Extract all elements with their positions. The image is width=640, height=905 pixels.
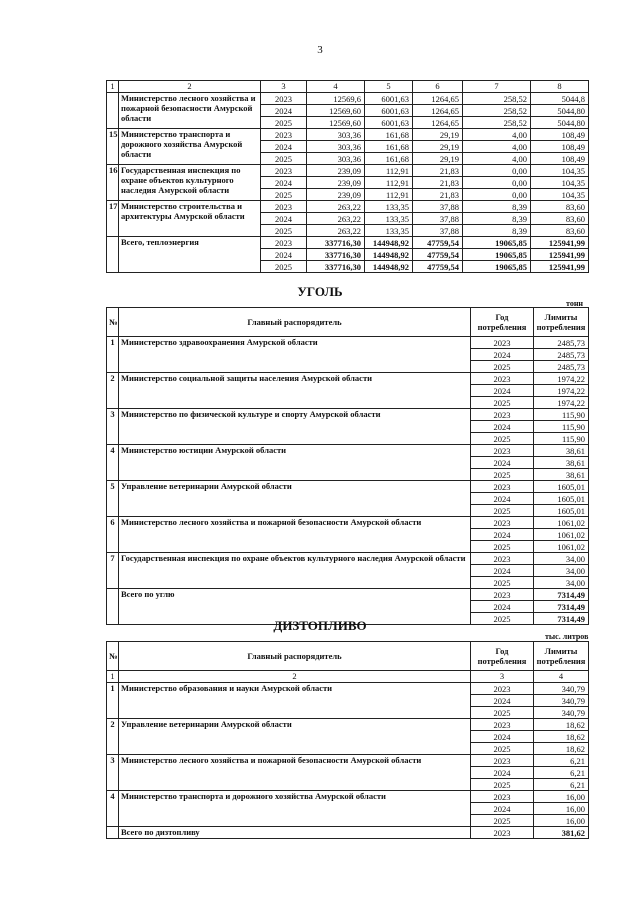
value-cell: 4,00	[463, 129, 531, 141]
table-row	[107, 165, 589, 177]
column-number-row	[107, 81, 589, 93]
limit-cell: 1061,02	[534, 529, 589, 541]
row-number: 7	[107, 553, 119, 589]
year-cell: 2024	[261, 141, 307, 153]
limit-cell: 115,90	[534, 433, 589, 445]
year-cell: 2024	[471, 457, 534, 469]
limit-cell: 1974,22	[534, 373, 589, 385]
year-cell: 2025	[471, 577, 534, 589]
value-cell: 8,39	[463, 225, 531, 237]
year-cell: 2023	[261, 129, 307, 141]
diesel-header-name: Главный распорядитель	[119, 642, 471, 671]
value-cell: 258,52	[463, 117, 531, 129]
distributor-name: Министерство лесного хозяйства и пожарной безопасности Амурской области	[119, 755, 471, 791]
year-cell: 2024	[471, 493, 534, 505]
value-cell: 47759,54	[413, 261, 463, 273]
year-cell: 2023	[471, 755, 534, 767]
value-cell: 112,91	[365, 165, 413, 177]
value-cell: 37,88	[413, 225, 463, 237]
distributor-name: Министерство юстиции Амурской области	[119, 445, 471, 481]
value-cell: 104,35	[531, 165, 589, 177]
value-cell: 29,19	[413, 129, 463, 141]
value-cell: 1264,65	[413, 93, 463, 105]
value-cell: 6001,63	[365, 117, 413, 129]
year-cell: 2025	[471, 779, 534, 791]
year-cell: 2025	[471, 433, 534, 445]
value-cell: 104,35	[531, 189, 589, 201]
value-cell: 21,83	[413, 177, 463, 189]
limit-cell: 18,62	[534, 719, 589, 731]
value-cell: 0,00	[463, 177, 531, 189]
row-number: 2	[107, 719, 119, 755]
table-row	[107, 719, 589, 731]
year-cell: 2023	[471, 719, 534, 731]
column-number: 1	[107, 671, 119, 683]
year-cell: 2023	[471, 409, 534, 421]
diesel-header-year: Год потребления	[471, 642, 534, 671]
year-cell: 2025	[261, 225, 307, 237]
row-number	[107, 237, 119, 273]
value-cell: 239,09	[307, 165, 365, 177]
value-cell: 303,36	[307, 129, 365, 141]
limit-cell: 7314,49	[534, 589, 589, 601]
row-number: 17	[107, 201, 119, 237]
value-cell: 303,36	[307, 141, 365, 153]
coal-header-limit: Лимиты потребления	[534, 308, 589, 337]
year-cell: 2023	[471, 337, 534, 349]
limit-cell: 1061,02	[534, 517, 589, 529]
diesel-section-title: ДИЗТОПЛИВО	[273, 618, 367, 633]
distributor-name: Министерство здравоохранения Амурской области	[119, 337, 471, 373]
value-cell: 29,19	[413, 141, 463, 153]
limit-cell: 18,62	[534, 731, 589, 743]
distributor-name: Министерство транспорта и дорожного хозяйства Амурской области	[119, 791, 471, 827]
table-row	[107, 409, 589, 421]
row-number: 4	[107, 445, 119, 481]
coal-header-num: №	[107, 308, 119, 337]
distributor-name: Министерство лесного хозяйства и пожарной безопасности Амурской области	[119, 93, 261, 129]
value-cell: 104,35	[531, 177, 589, 189]
value-cell: 133,35	[365, 213, 413, 225]
limit-cell: 381,62	[534, 827, 589, 839]
limit-cell: 115,90	[534, 421, 589, 433]
distributor-name: Управление ветеринарии Амурской области	[119, 481, 471, 517]
value-cell: 6001,63	[365, 105, 413, 117]
value-cell: 21,83	[413, 165, 463, 177]
diesel-table	[106, 641, 589, 839]
table-row	[107, 553, 589, 565]
value-cell: 125941,99	[531, 237, 589, 249]
row-number	[107, 827, 119, 839]
column-number: 1	[107, 81, 119, 93]
value-cell: 37,88	[413, 201, 463, 213]
value-cell: 83,60	[531, 225, 589, 237]
limit-cell: 1974,22	[534, 385, 589, 397]
year-cell: 2025	[261, 117, 307, 129]
value-cell: 0,00	[463, 165, 531, 177]
value-cell: 144948,92	[365, 249, 413, 261]
year-cell: 2025	[471, 613, 534, 625]
limit-cell: 38,61	[534, 445, 589, 457]
page-number: 3	[317, 44, 323, 56]
value-cell: 337716,30	[307, 237, 365, 249]
value-cell: 4,00	[463, 141, 531, 153]
limit-cell: 1974,22	[534, 397, 589, 409]
value-cell: 258,52	[463, 93, 531, 105]
coal-table	[106, 307, 589, 625]
year-cell: 2023	[261, 237, 307, 249]
column-number: 8	[531, 81, 589, 93]
diesel-unit-label: тыс. литров	[545, 632, 589, 641]
value-cell: 12569,60	[307, 105, 365, 117]
value-cell: 1264,65	[413, 117, 463, 129]
table-row	[107, 201, 589, 213]
value-cell: 258,52	[463, 105, 531, 117]
value-cell: 161,68	[365, 141, 413, 153]
limit-cell: 7314,49	[534, 601, 589, 613]
distributor-name: Управление ветеринарии Амурской области	[119, 719, 471, 755]
limit-cell: 1061,02	[534, 541, 589, 553]
row-number: 3	[107, 755, 119, 791]
value-cell: 144948,92	[365, 237, 413, 249]
limit-cell: 16,00	[534, 815, 589, 827]
value-cell: 144948,92	[365, 261, 413, 273]
table-row	[107, 791, 589, 803]
table-row	[107, 237, 589, 249]
year-cell: 2025	[471, 707, 534, 719]
limit-cell: 16,00	[534, 803, 589, 815]
year-cell: 2025	[471, 743, 534, 755]
column-number: 2	[119, 671, 471, 683]
value-cell: 161,68	[365, 129, 413, 141]
year-cell: 2025	[261, 189, 307, 201]
diesel-header-limit: Лимиты потребления	[534, 642, 589, 671]
limit-cell: 16,00	[534, 791, 589, 803]
limit-cell: 34,00	[534, 565, 589, 577]
year-cell: 2023	[471, 683, 534, 695]
distributor-name: Министерство транспорта и дорожного хозяйства Амурской области	[119, 129, 261, 165]
year-cell: 2025	[471, 469, 534, 481]
year-cell: 2025	[471, 361, 534, 373]
limit-cell: 2485,73	[534, 349, 589, 361]
distributor-name: Министерство строительства и архитектуры Амурской области	[119, 201, 261, 237]
year-cell: 2024	[471, 529, 534, 541]
year-cell: 2025	[261, 261, 307, 273]
value-cell: 19065,85	[463, 261, 531, 273]
limit-cell: 1605,01	[534, 505, 589, 517]
distributor-name: Государственная инспекция по охране объектов культурного наследия Амурской области	[119, 553, 471, 589]
limit-cell: 6,21	[534, 767, 589, 779]
table-row	[107, 755, 589, 767]
value-cell: 4,00	[463, 153, 531, 165]
year-cell: 2024	[261, 213, 307, 225]
year-cell: 2024	[471, 803, 534, 815]
coal-header-name: Главный распорядитель	[119, 308, 471, 337]
distributor-name: Министерство по физической культуре и спорту Амурской области	[119, 409, 471, 445]
table-row	[107, 683, 589, 695]
row-number: 5	[107, 481, 119, 517]
table-row	[107, 827, 589, 839]
coal-header-year: Год потребления	[471, 308, 534, 337]
row-number: 6	[107, 517, 119, 553]
value-cell: 47759,54	[413, 237, 463, 249]
table-row	[107, 481, 589, 493]
distributor-name: Министерство лесного хозяйства и пожарной безопасности Амурской области	[119, 517, 471, 553]
limit-cell: 340,79	[534, 707, 589, 719]
row-number: 2	[107, 373, 119, 409]
limit-cell: 6,21	[534, 755, 589, 767]
value-cell: 303,36	[307, 153, 365, 165]
value-cell: 161,68	[365, 153, 413, 165]
table-row	[107, 93, 589, 105]
value-cell: 8,39	[463, 213, 531, 225]
year-cell: 2025	[261, 153, 307, 165]
limit-cell: 1605,01	[534, 481, 589, 493]
value-cell: 337716,30	[307, 249, 365, 261]
table-row	[107, 373, 589, 385]
value-cell: 125941,99	[531, 261, 589, 273]
coal-section-title: УГОЛЬ	[297, 284, 343, 299]
value-cell: 12569,6	[307, 93, 365, 105]
value-cell: 6001,63	[365, 93, 413, 105]
year-cell: 2024	[471, 601, 534, 613]
column-number-row	[107, 671, 589, 683]
distributor-name: Всего, теплоэнергия	[119, 237, 261, 273]
table-row	[107, 445, 589, 457]
row-number: 3	[107, 409, 119, 445]
distributor-name: Министерство образования и науки Амурской области	[119, 683, 471, 719]
year-cell: 2023	[471, 481, 534, 493]
year-cell: 2024	[471, 421, 534, 433]
limit-cell: 38,61	[534, 457, 589, 469]
value-cell: 19065,85	[463, 249, 531, 261]
distributor-name: Всего по дизтопливу	[119, 827, 471, 839]
column-number: 2	[119, 81, 261, 93]
year-cell: 2025	[471, 505, 534, 517]
year-cell: 2024	[471, 695, 534, 707]
distributor-name: Государственная инспекция по охране объектов культурного наследия Амурской области	[119, 165, 261, 201]
year-cell: 2023	[471, 589, 534, 601]
row-number	[107, 93, 119, 129]
year-cell: 2025	[471, 815, 534, 827]
limit-cell: 2485,73	[534, 361, 589, 373]
value-cell: 263,22	[307, 213, 365, 225]
limit-cell: 7314,49	[534, 613, 589, 625]
value-cell: 29,19	[413, 153, 463, 165]
value-cell: 239,09	[307, 189, 365, 201]
distributor-name: Всего по углю	[119, 589, 471, 625]
table-row	[107, 129, 589, 141]
year-cell: 2024	[471, 385, 534, 397]
limit-cell: 18,62	[534, 743, 589, 755]
column-number: 6	[413, 81, 463, 93]
row-number: 4	[107, 791, 119, 827]
table-row	[107, 517, 589, 529]
limit-cell: 340,79	[534, 695, 589, 707]
value-cell: 337716,30	[307, 261, 365, 273]
value-cell: 263,22	[307, 201, 365, 213]
year-cell: 2025	[471, 541, 534, 553]
heat-energy-table	[106, 80, 589, 273]
table-row	[107, 337, 589, 349]
value-cell: 112,91	[365, 189, 413, 201]
year-cell: 2023	[471, 445, 534, 457]
column-number: 4	[534, 671, 589, 683]
year-cell: 2023	[261, 93, 307, 105]
year-cell: 2023	[471, 553, 534, 565]
value-cell: 108,49	[531, 141, 589, 153]
value-cell: 47759,54	[413, 249, 463, 261]
year-cell: 2024	[261, 177, 307, 189]
limit-cell: 38,61	[534, 469, 589, 481]
year-cell: 2024	[261, 249, 307, 261]
row-number: 16	[107, 165, 119, 201]
year-cell: 2024	[471, 565, 534, 577]
year-cell: 2023	[471, 517, 534, 529]
column-number: 3	[261, 81, 307, 93]
diesel-header-num: №	[107, 642, 119, 671]
year-cell: 2023	[471, 373, 534, 385]
limit-cell: 6,21	[534, 779, 589, 791]
value-cell: 108,49	[531, 153, 589, 165]
year-cell: 2023	[471, 827, 534, 839]
value-cell: 108,49	[531, 129, 589, 141]
coal-unit-label: тонн	[566, 299, 584, 308]
table-row	[107, 589, 589, 601]
value-cell: 1264,65	[413, 105, 463, 117]
value-cell: 83,60	[531, 213, 589, 225]
limit-cell: 1605,01	[534, 493, 589, 505]
value-cell: 19065,85	[463, 237, 531, 249]
value-cell: 133,35	[365, 225, 413, 237]
value-cell: 5044,80	[531, 105, 589, 117]
value-cell: 263,22	[307, 225, 365, 237]
value-cell: 5044,8	[531, 93, 589, 105]
year-cell: 2024	[471, 767, 534, 779]
limit-cell: 34,00	[534, 553, 589, 565]
distributor-name: Министерство социальной защиты населения Амурской области	[119, 373, 471, 409]
value-cell: 133,35	[365, 201, 413, 213]
year-cell: 2024	[471, 349, 534, 361]
limit-cell: 34,00	[534, 577, 589, 589]
value-cell: 239,09	[307, 177, 365, 189]
row-number: 15	[107, 129, 119, 165]
value-cell: 12569,60	[307, 117, 365, 129]
value-cell: 37,88	[413, 213, 463, 225]
value-cell: 8,39	[463, 201, 531, 213]
column-number: 5	[365, 81, 413, 93]
limit-cell: 115,90	[534, 409, 589, 421]
limit-cell: 340,79	[534, 683, 589, 695]
column-number: 7	[463, 81, 531, 93]
year-cell: 2025	[471, 397, 534, 409]
row-number: 1	[107, 683, 119, 719]
year-cell: 2023	[261, 201, 307, 213]
value-cell: 21,83	[413, 189, 463, 201]
value-cell: 112,91	[365, 177, 413, 189]
limit-cell: 2485,73	[534, 337, 589, 349]
value-cell: 83,60	[531, 201, 589, 213]
column-number: 3	[471, 671, 534, 683]
year-cell: 2024	[471, 731, 534, 743]
row-number: 1	[107, 337, 119, 373]
value-cell: 125941,99	[531, 249, 589, 261]
year-cell: 2023	[471, 791, 534, 803]
value-cell: 5044,80	[531, 117, 589, 129]
value-cell: 0,00	[463, 189, 531, 201]
year-cell: 2024	[261, 105, 307, 117]
column-number: 4	[307, 81, 365, 93]
year-cell: 2023	[261, 165, 307, 177]
